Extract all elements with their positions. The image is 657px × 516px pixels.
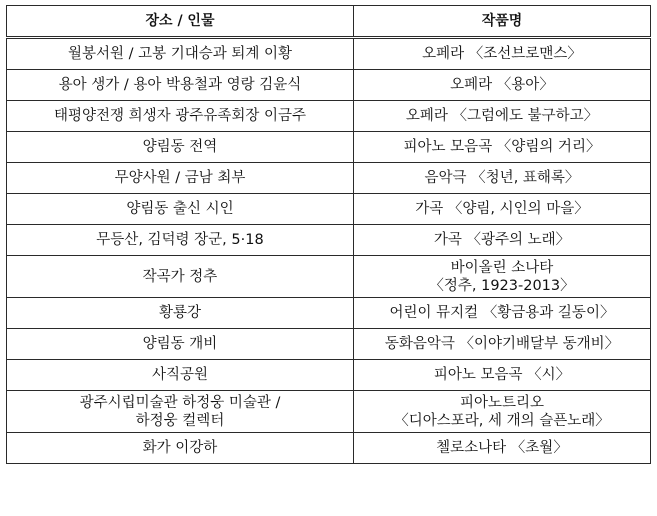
work-text: 오페라 〈그럼에도 불구하고〉 — [405, 108, 599, 124]
work-cell — [354, 194, 651, 225]
work-text: 음악극 〈청년, 표해록〉 — [424, 170, 580, 186]
table-row — [7, 298, 651, 329]
table-row — [7, 225, 651, 256]
work-text: 가곡 〈광주의 노래〉 — [433, 232, 571, 248]
work-cell — [354, 225, 651, 256]
work-text: 피아노 모음곡 〈양림의 거리〉 — [403, 139, 601, 155]
table-row — [7, 391, 651, 433]
table-row — [7, 38, 651, 70]
table-row — [7, 132, 651, 163]
place-cell — [7, 298, 354, 329]
header-row — [7, 6, 651, 38]
works-table — [6, 5, 651, 464]
place-text: 하정웅 컬렉터 — [135, 412, 225, 429]
table-row — [7, 329, 651, 360]
place-text: 태평양전쟁 희생자 광주유족회장 이금주 — [54, 108, 306, 124]
place-cell — [7, 163, 354, 194]
header-place: 장소 / 인물 — [7, 6, 354, 38]
place-cell — [7, 225, 354, 256]
place-text: 양림동 개비 — [142, 336, 218, 352]
place-cell — [7, 329, 354, 360]
place-cell — [7, 132, 354, 163]
place-cell — [7, 70, 354, 101]
work-cell — [354, 70, 651, 101]
work-cell — [354, 38, 651, 70]
work-cell — [354, 256, 651, 298]
place-cell — [7, 38, 354, 70]
work-text: 〈디아스포라, 세 개의 슬픈노래〉 — [394, 412, 610, 429]
place-cell — [7, 391, 354, 433]
work-text: 피아노 모음곡 〈시〉 — [433, 367, 571, 383]
place-text: 무양사원 / 금남 최부 — [114, 170, 246, 186]
place-cell — [7, 360, 354, 391]
work-cell — [354, 101, 651, 132]
place-text: 양림동 출신 시인 — [126, 201, 234, 217]
work-cell — [354, 163, 651, 194]
place-cell — [7, 256, 354, 298]
work-text: 어린이 뮤지컬 〈황금용과 길동이〉 — [389, 305, 615, 321]
work-text: 첼로소나타 〈초월〉 — [436, 440, 568, 456]
table-row — [7, 101, 651, 132]
place-text: 화가 이강하 — [142, 440, 218, 456]
work-cell — [354, 360, 651, 391]
work-cell — [354, 132, 651, 163]
place-text: 사직공원 — [151, 367, 209, 383]
work-text: 오페라 〈용아〉 — [450, 77, 554, 93]
place-text: 월봉서원 / 고봉 기대승과 퇴계 이황 — [67, 46, 293, 62]
work-text: 〈정추, 1923-2013〉 — [429, 277, 575, 294]
table-row — [7, 194, 651, 225]
work-cell — [354, 298, 651, 329]
table-row — [7, 70, 651, 101]
work-cell — [354, 433, 651, 464]
work-text: 가곡 〈양림, 시인의 마을〉 — [415, 201, 589, 217]
work-cell — [354, 391, 651, 433]
place-text: 황룡강 — [158, 305, 202, 321]
place-text: 무등산, 김덕령 장군, 5·18 — [96, 232, 264, 248]
table-row — [7, 163, 651, 194]
work-cell — [354, 329, 651, 360]
place-text: 양림동 전역 — [142, 139, 218, 155]
place-text: 광주시립미술관 하정웅 미술관 / — [79, 394, 281, 411]
table-row — [7, 256, 651, 298]
work-text: 동화음악극 〈이야기배달부 동개비〉 — [384, 336, 620, 352]
table-row — [7, 360, 651, 391]
table-row — [7, 433, 651, 464]
table-body — [7, 38, 651, 464]
place-text: 작곡가 정추 — [142, 268, 218, 285]
work-text: 바이올린 소나타 — [450, 259, 554, 276]
work-text: 오페라 〈조선브로맨스〉 — [422, 46, 582, 62]
work-text: 피아노트리오 — [459, 394, 545, 411]
header-work: 작품명 — [354, 6, 651, 38]
place-cell — [7, 194, 354, 225]
place-cell — [7, 101, 354, 132]
place-text: 용아 생가 / 용아 박용철과 영랑 김윤식 — [58, 77, 302, 93]
place-cell — [7, 433, 354, 464]
